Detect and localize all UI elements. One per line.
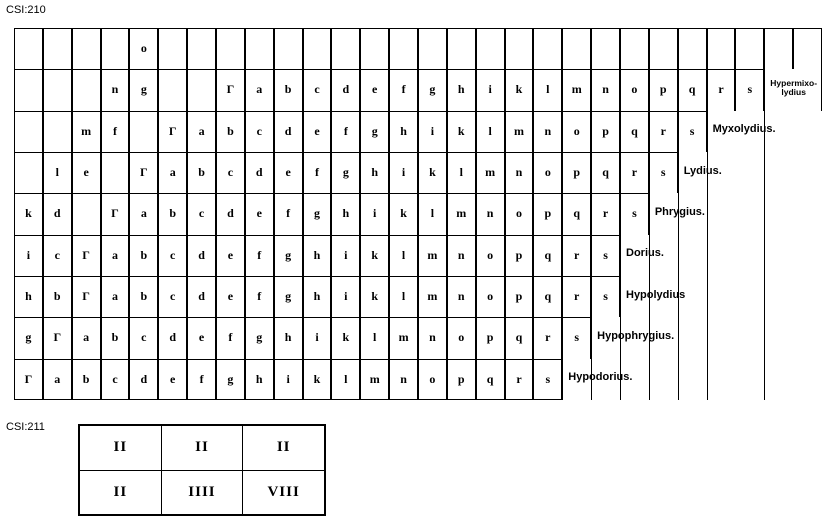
- grid-cell: h: [303, 276, 332, 317]
- grid-cell: [101, 152, 130, 193]
- grid-cell: k: [447, 111, 476, 152]
- grid-row-row-hypolydius: [14, 276, 822, 317]
- grid-cell: [707, 317, 736, 358]
- grid-cell: m: [72, 111, 101, 152]
- grid-cell: i: [303, 317, 332, 358]
- grid-cell: l: [389, 235, 418, 276]
- grid-cell: [72, 28, 101, 69]
- grid-right-border: [821, 28, 822, 111]
- grid-cell: q: [562, 193, 591, 234]
- grid-cell: [14, 28, 43, 69]
- grid-cell: p: [505, 276, 534, 317]
- grid-cell: [649, 359, 678, 400]
- grid-cell: e: [274, 152, 303, 193]
- grid-cell: q: [533, 235, 562, 276]
- grid-cell: q: [620, 111, 649, 152]
- grid-row-row-hypophrygius: [14, 317, 822, 358]
- grid-cell: [43, 111, 72, 152]
- grid-cell: [793, 152, 822, 193]
- grid-cell: [101, 28, 130, 69]
- grid-cell: e: [187, 317, 216, 358]
- grid-bottom-line: [14, 399, 562, 400]
- figure-caption-210: CSI:210: [6, 4, 46, 16]
- grid-cell: p: [649, 69, 678, 110]
- grid-left-border: [14, 28, 15, 400]
- grid-cell: f: [331, 111, 360, 152]
- grid-cell: [735, 359, 764, 400]
- grid-cell: p: [505, 235, 534, 276]
- grid-cell: p: [533, 193, 562, 234]
- grid-cell: h: [303, 235, 332, 276]
- grid-cell: e: [216, 276, 245, 317]
- grid-cell: [764, 152, 793, 193]
- grid-cell: [735, 235, 764, 276]
- grid-cell: o: [620, 69, 649, 110]
- grid-cell: r: [562, 276, 591, 317]
- grid-cell: [678, 359, 707, 400]
- grid-cell: a: [158, 152, 187, 193]
- grid-cell: k: [303, 359, 332, 400]
- grid-cell: c: [158, 235, 187, 276]
- grid-cell: g: [245, 317, 274, 358]
- grid-cell: [447, 28, 476, 69]
- grid-cell: [14, 69, 43, 110]
- mode-label: Lydius.: [683, 164, 722, 177]
- grid-cell: m: [476, 152, 505, 193]
- grid-cell: m: [418, 276, 447, 317]
- grid-cell: c: [129, 317, 158, 358]
- numeral-table-row: [80, 470, 325, 515]
- grid-cell: r: [649, 111, 678, 152]
- grid-cell: [14, 152, 43, 193]
- grid-cell: Γ: [72, 276, 101, 317]
- grid-cell: a: [101, 276, 130, 317]
- mode-label: Hypodorius.: [568, 371, 633, 384]
- grid-cell: Γ: [101, 193, 130, 234]
- grid-cell: [274, 28, 303, 69]
- grid-cell: q: [678, 69, 707, 110]
- grid-cell: n: [533, 111, 562, 152]
- grid-cell: Γ: [43, 317, 72, 358]
- grid-cell: d: [274, 111, 303, 152]
- grid-cell: g: [303, 193, 332, 234]
- modal-scale-grid-figure: [14, 28, 822, 400]
- grid-cell: [793, 235, 822, 276]
- grid-cell: g: [274, 276, 303, 317]
- grid-cell: o: [533, 152, 562, 193]
- grid-cell: d: [158, 317, 187, 358]
- grid-cell: c: [187, 193, 216, 234]
- grid-cell: p: [476, 317, 505, 358]
- grid-cell: g: [216, 359, 245, 400]
- grid-cell: o: [447, 317, 476, 358]
- grid-cell: e: [245, 193, 274, 234]
- mode-label: Myxolydius.: [712, 123, 776, 136]
- grid-cell: k: [505, 69, 534, 110]
- grid-cell: Γ: [72, 235, 101, 276]
- grid-cell: d: [129, 359, 158, 400]
- grid-cell: Γ: [14, 359, 43, 400]
- grid-hline: [14, 359, 562, 360]
- grid-hline: [14, 28, 822, 29]
- grid-cell: [678, 28, 707, 69]
- grid-cell: n: [505, 152, 534, 193]
- grid-cell: [533, 28, 562, 69]
- grid-cell: [303, 28, 332, 69]
- numeral-cell: VIII: [243, 470, 325, 515]
- grid-cell: [764, 317, 793, 358]
- grid-row-row-hypermixolydius: [14, 69, 822, 110]
- grid-cell: n: [389, 359, 418, 400]
- grid-cell: [14, 111, 43, 152]
- grid-cell: b: [43, 276, 72, 317]
- grid-cell: s: [533, 359, 562, 400]
- numeral-table: [79, 425, 325, 515]
- grid-cell: o: [476, 276, 505, 317]
- mode-label: Phrygius.: [654, 206, 705, 218]
- grid-cell: g: [14, 317, 43, 358]
- grid-cell: [764, 359, 793, 400]
- grid-cell: l: [447, 152, 476, 193]
- grid-cell: b: [72, 359, 101, 400]
- grid-cell: a: [129, 193, 158, 234]
- grid-cell: [735, 28, 764, 69]
- grid-cell: o: [505, 193, 534, 234]
- grid-cell: l: [389, 276, 418, 317]
- grid-cell: [43, 69, 72, 110]
- grid-cell: i: [14, 235, 43, 276]
- grid-cell: g: [129, 69, 158, 110]
- grid-cell: c: [158, 276, 187, 317]
- grid-cell: r: [505, 359, 534, 400]
- grid-cell: [187, 28, 216, 69]
- grid-hline: [14, 69, 764, 70]
- grid-cell: [562, 28, 591, 69]
- figure-caption-211: CSI:211: [6, 421, 45, 433]
- grid-cell: [793, 276, 822, 317]
- grid-cell: m: [562, 69, 591, 110]
- grid-cell: h: [447, 69, 476, 110]
- grid-cell: b: [216, 111, 245, 152]
- grid-cell: n: [447, 276, 476, 317]
- grid-cell: d: [216, 193, 245, 234]
- grid-cell: d: [187, 235, 216, 276]
- grid-cell: e: [303, 111, 332, 152]
- grid-cell: [735, 276, 764, 317]
- grid-hline: [14, 152, 678, 153]
- grid-cell: c: [101, 359, 130, 400]
- grid-cell: m: [418, 235, 447, 276]
- grid-cell: f: [274, 193, 303, 234]
- grid-cell: a: [101, 235, 130, 276]
- grid-cell: f: [101, 111, 130, 152]
- grid-cell: [707, 193, 736, 234]
- grid-hline: [14, 193, 649, 194]
- grid-cell: h: [14, 276, 43, 317]
- grid-cell: [793, 28, 822, 69]
- grid-cell: [43, 28, 72, 69]
- grid-cell: n: [591, 69, 620, 110]
- grid-cell: [793, 359, 822, 400]
- grid-cell: b: [129, 276, 158, 317]
- grid-cell: g: [331, 152, 360, 193]
- grid-cell: c: [303, 69, 332, 110]
- grid-cell: [764, 28, 793, 69]
- grid-row-row-hypodorius: [14, 359, 822, 400]
- grid-cell: q: [505, 317, 534, 358]
- grid-cell: m: [447, 193, 476, 234]
- grid-cell: f: [389, 69, 418, 110]
- grid-cell: l: [43, 152, 72, 193]
- grid-cell: [331, 28, 360, 69]
- grid-cell: [505, 28, 534, 69]
- grid-cell: f: [245, 276, 274, 317]
- grid-cell: [476, 28, 505, 69]
- grid-hline: [14, 317, 591, 318]
- grid-cell: g: [418, 69, 447, 110]
- grid-cell: [389, 28, 418, 69]
- grid-cell: [129, 111, 158, 152]
- grid-cell: [793, 111, 822, 152]
- grid-cell: s: [649, 152, 678, 193]
- grid-cell: s: [735, 69, 764, 110]
- mode-label: Dorius.: [626, 247, 664, 260]
- grid-cell: q: [476, 359, 505, 400]
- grid-cell: a: [245, 69, 274, 110]
- grid-cell: n: [447, 235, 476, 276]
- grid-cell: [764, 235, 793, 276]
- grid-cell: [187, 69, 216, 110]
- grid-cell: [418, 28, 447, 69]
- grid-cell: r: [620, 152, 649, 193]
- grid-cell: s: [678, 111, 707, 152]
- grid-cell: l: [360, 317, 389, 358]
- grid-cell: Γ: [216, 69, 245, 110]
- grid-cell: d: [331, 69, 360, 110]
- grid-cell: d: [187, 276, 216, 317]
- numeral-table-figure: [78, 424, 326, 516]
- grid-cell: [735, 317, 764, 358]
- grid-cell: [735, 152, 764, 193]
- grid-row-row-top: [14, 28, 822, 69]
- grid-cell: [707, 359, 736, 400]
- mode-label: Hypophrygius.: [597, 330, 675, 342]
- grid-cell: n: [476, 193, 505, 234]
- grid-cell: f: [216, 317, 245, 358]
- grid-cell: b: [129, 235, 158, 276]
- grid-cell: s: [591, 235, 620, 276]
- grid-cell: f: [187, 359, 216, 400]
- grid-cell: [360, 28, 389, 69]
- grid-cell: q: [533, 276, 562, 317]
- grid-cell: p: [562, 152, 591, 193]
- grid-cell: e: [158, 359, 187, 400]
- grid-cell: b: [158, 193, 187, 234]
- grid-cell: o: [129, 28, 158, 69]
- grid-cell: l: [476, 111, 505, 152]
- grid-cell: b: [187, 152, 216, 193]
- grid-cell: k: [418, 152, 447, 193]
- grid-cell: [245, 28, 274, 69]
- grid-cell: k: [360, 235, 389, 276]
- grid-cell: r: [591, 193, 620, 234]
- grid-hline: [14, 111, 707, 112]
- grid-cell: q: [591, 152, 620, 193]
- grid-cell: l: [418, 193, 447, 234]
- grid-cell: Γ: [158, 111, 187, 152]
- grid-cell: n: [418, 317, 447, 358]
- grid-vline: [562, 359, 563, 400]
- grid-cell: s: [591, 276, 620, 317]
- grid-cell: h: [274, 317, 303, 358]
- grid-cell: [158, 69, 187, 110]
- grid-cell: [591, 28, 620, 69]
- grid-cell: h: [331, 193, 360, 234]
- grid-cell: e: [72, 152, 101, 193]
- grid-cell: o: [418, 359, 447, 400]
- grid-row-row-myxolydius: [14, 111, 822, 152]
- grid-cell: i: [274, 359, 303, 400]
- grid-cell: k: [389, 193, 418, 234]
- grid-cell: [678, 317, 707, 358]
- grid-cell: r: [533, 317, 562, 358]
- grid-cell: k: [331, 317, 360, 358]
- grid-cell: [707, 28, 736, 69]
- grid-cell: [793, 193, 822, 234]
- grid-hline: [14, 276, 620, 277]
- grid-cell: h: [389, 111, 418, 152]
- grid-cell: i: [389, 152, 418, 193]
- grid-cell: o: [476, 235, 505, 276]
- grid-cell: a: [43, 359, 72, 400]
- grid-row-row-dorius: [14, 235, 822, 276]
- grid-cell: p: [447, 359, 476, 400]
- grid-cell: b: [101, 317, 130, 358]
- grid-cell: k: [14, 193, 43, 234]
- grid-cell: g: [274, 235, 303, 276]
- grid-cell: [72, 69, 101, 110]
- mode-label: Hypolydius: [626, 288, 686, 301]
- grid-cell: r: [707, 69, 736, 110]
- grid-cell: m: [360, 359, 389, 400]
- grid-cell: h: [360, 152, 389, 193]
- grid-cell: Γ: [129, 152, 158, 193]
- grid-cell: [649, 28, 678, 69]
- grid-cell: c: [43, 235, 72, 276]
- grid-cell: m: [389, 317, 418, 358]
- grid-cell: f: [303, 152, 332, 193]
- grid-cell: b: [274, 69, 303, 110]
- grid-cell: [764, 276, 793, 317]
- grid-cell: [678, 235, 707, 276]
- grid-cell: a: [187, 111, 216, 152]
- grid-cell: [764, 193, 793, 234]
- grid-cell: i: [360, 193, 389, 234]
- grid-cell: l: [331, 359, 360, 400]
- numeral-cell: IIII: [161, 470, 243, 515]
- grid-cell: [158, 28, 187, 69]
- grid-cell: a: [72, 317, 101, 358]
- grid-cell: i: [476, 69, 505, 110]
- grid-cell: d: [245, 152, 274, 193]
- grid-cell: e: [360, 69, 389, 110]
- grid-cell: f: [245, 235, 274, 276]
- numeral-cell: II: [80, 470, 162, 515]
- grid-cell: [793, 317, 822, 358]
- numeral-cell: II: [80, 426, 162, 471]
- grid-cell: [707, 276, 736, 317]
- grid-cell: s: [620, 193, 649, 234]
- grid-cell: p: [591, 111, 620, 152]
- grid-cell: d: [43, 193, 72, 234]
- grid-cell: i: [331, 235, 360, 276]
- grid-cell: [216, 28, 245, 69]
- grid-cell: r: [562, 235, 591, 276]
- grid-cell: [620, 28, 649, 69]
- grid-cell: [72, 193, 101, 234]
- grid-cell: e: [216, 235, 245, 276]
- grid-cell: g: [360, 111, 389, 152]
- grid-cell: l: [533, 69, 562, 110]
- numeral-cell: II: [161, 426, 243, 471]
- grid-cell: c: [216, 152, 245, 193]
- numeral-cell: II: [243, 426, 325, 471]
- grid-cell: [735, 193, 764, 234]
- grid-cell: m: [505, 111, 534, 152]
- grid-cell: n: [101, 69, 130, 110]
- grid-cell: s: [562, 317, 591, 358]
- mode-label: Hypermixo- lydius: [770, 78, 818, 97]
- grid-cell: k: [360, 276, 389, 317]
- grid-cell: [707, 235, 736, 276]
- grid-hline: [14, 235, 620, 236]
- grid-cell: c: [245, 111, 274, 152]
- grid-cell: o: [562, 111, 591, 152]
- numeral-table-row: [80, 426, 325, 471]
- grid-cell: i: [418, 111, 447, 152]
- grid-cell: i: [331, 276, 360, 317]
- grid-cell: h: [245, 359, 274, 400]
